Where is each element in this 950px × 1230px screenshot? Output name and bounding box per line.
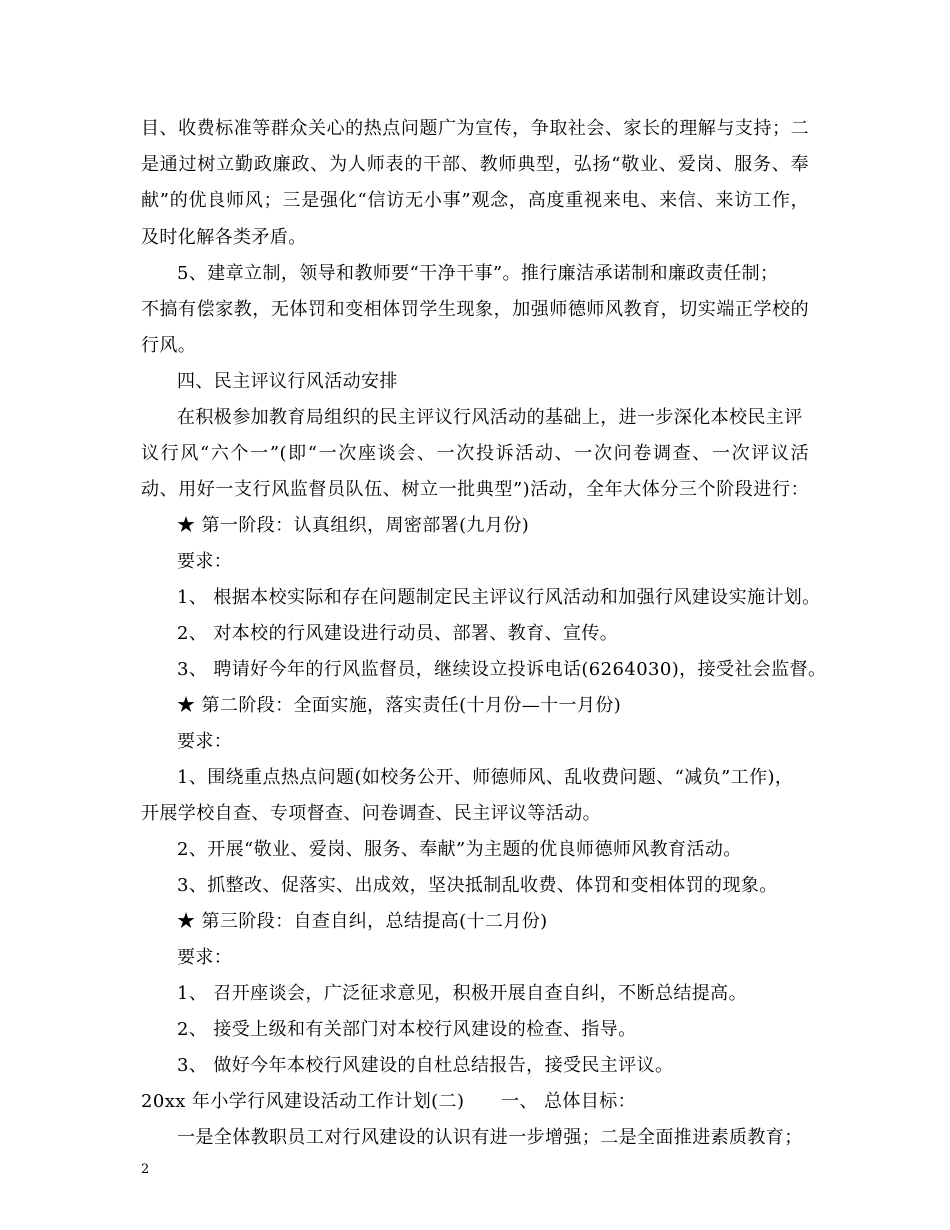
stage-2-item-1-cont: 开展学校自查、专项督查、问卷调查、民主评议等活动。	[141, 803, 601, 824]
text-line-5: 5、建章立制，领导和教师要“干净干事”。推行廉洁承诺制和廉政责任制；	[177, 263, 779, 284]
plan-two-title: 20xx 年小学行风建设活动工作计划(二) 一、 总体目标：	[141, 1091, 637, 1112]
stage-2-item-3: 3、抓整改、促落实、出成效，坚决抵制乱收费、体罚和变相体罚的现象。	[177, 875, 778, 896]
requirements-label-1: 要求：	[177, 551, 233, 572]
stage-1-heading: ★ 第一阶段：认真组织，周密部署(九月份)	[177, 515, 530, 536]
text-line-7: 行风。	[141, 335, 197, 356]
stage-2-item-2: 2、开展“敬业、爱岗、服务、奉献”为主题的优良师德师风教育活动。	[177, 839, 742, 860]
page-number: 2	[141, 1162, 150, 1177]
stage-2-item-1: 1、围绕重点热点问题(如校务公开、师德师风、乱收费问题、“减负”工作)，	[177, 767, 794, 788]
text-line-3: 献”的优良师风；三是强化“信访无小事”观念，高度重视来电、来信、来访工作，	[141, 190, 809, 211]
section-heading: 四、民主评议行风活动安排	[177, 371, 398, 392]
stage-1-item-2: 2、 对本校的行风建设进行动员、部署、教育、宣传。	[177, 623, 619, 644]
text-line-1: 目、收费标准等群众关心的热点问题广为宣传，争取社会、家长的理解与支持；二	[141, 118, 809, 139]
text-line-29: 一是全体教职员工对行风建设的认识有进一步增强；二是全面推进素质教育；	[177, 1127, 803, 1148]
stage-3-item-1: 1、 召开座谈会，广泛征求意见，积极开展自查自纠，不断总结提高。	[177, 983, 747, 1004]
stage-1-item-3: 3、 聘请好今年的行风监督员，继续设立投诉电话(6264030)，接受社会监督。	[177, 659, 827, 680]
stage-3-item-3: 3、 做好今年本校行风建设的自杜总结报告，接受民主评议。	[177, 1055, 674, 1076]
text-line-4: 及时化解各类矛盾。	[141, 227, 307, 248]
text-line-9: 在积极参加教育局组织的民主评议行风活动的基础上，进一步深化本校民主评	[177, 407, 803, 428]
text-line-2: 是通过树立勤政廉政、为人师表的干部、教师典型，弘扬“敬业、爱岗、服务、奉	[141, 154, 809, 175]
stage-2-heading: ★ 第二阶段：全面实施，落实责任(十月份—十一月份)	[177, 695, 622, 716]
stage-3-heading: ★ 第三阶段：自查自纠，总结提高(十二月份)	[177, 911, 548, 932]
stage-3-item-2: 2、 接受上级和有关部门对本校行风建设的检查、指导。	[177, 1019, 637, 1040]
text-line-11: 动、用好一支行风监督员队伍、树立一批典型”)活动，全年大体分三个阶段进行：	[141, 479, 809, 500]
text-line-6: 不搞有偿家教，无体罚和变相体罚学生现象，加强师德师风教育，切实端正学校的	[141, 299, 809, 320]
requirements-label-3: 要求：	[177, 947, 233, 968]
text-line-10: 议行风“六个一”(即“一次座谈会、一次投诉活动、一次问卷调查、一次评议活	[141, 443, 809, 464]
stage-1-item-1: 1、 根据本校实际和存在问题制定民主评议行风活动和加强行风建设实施计划。	[177, 587, 821, 608]
requirements-label-2: 要求：	[177, 731, 233, 752]
